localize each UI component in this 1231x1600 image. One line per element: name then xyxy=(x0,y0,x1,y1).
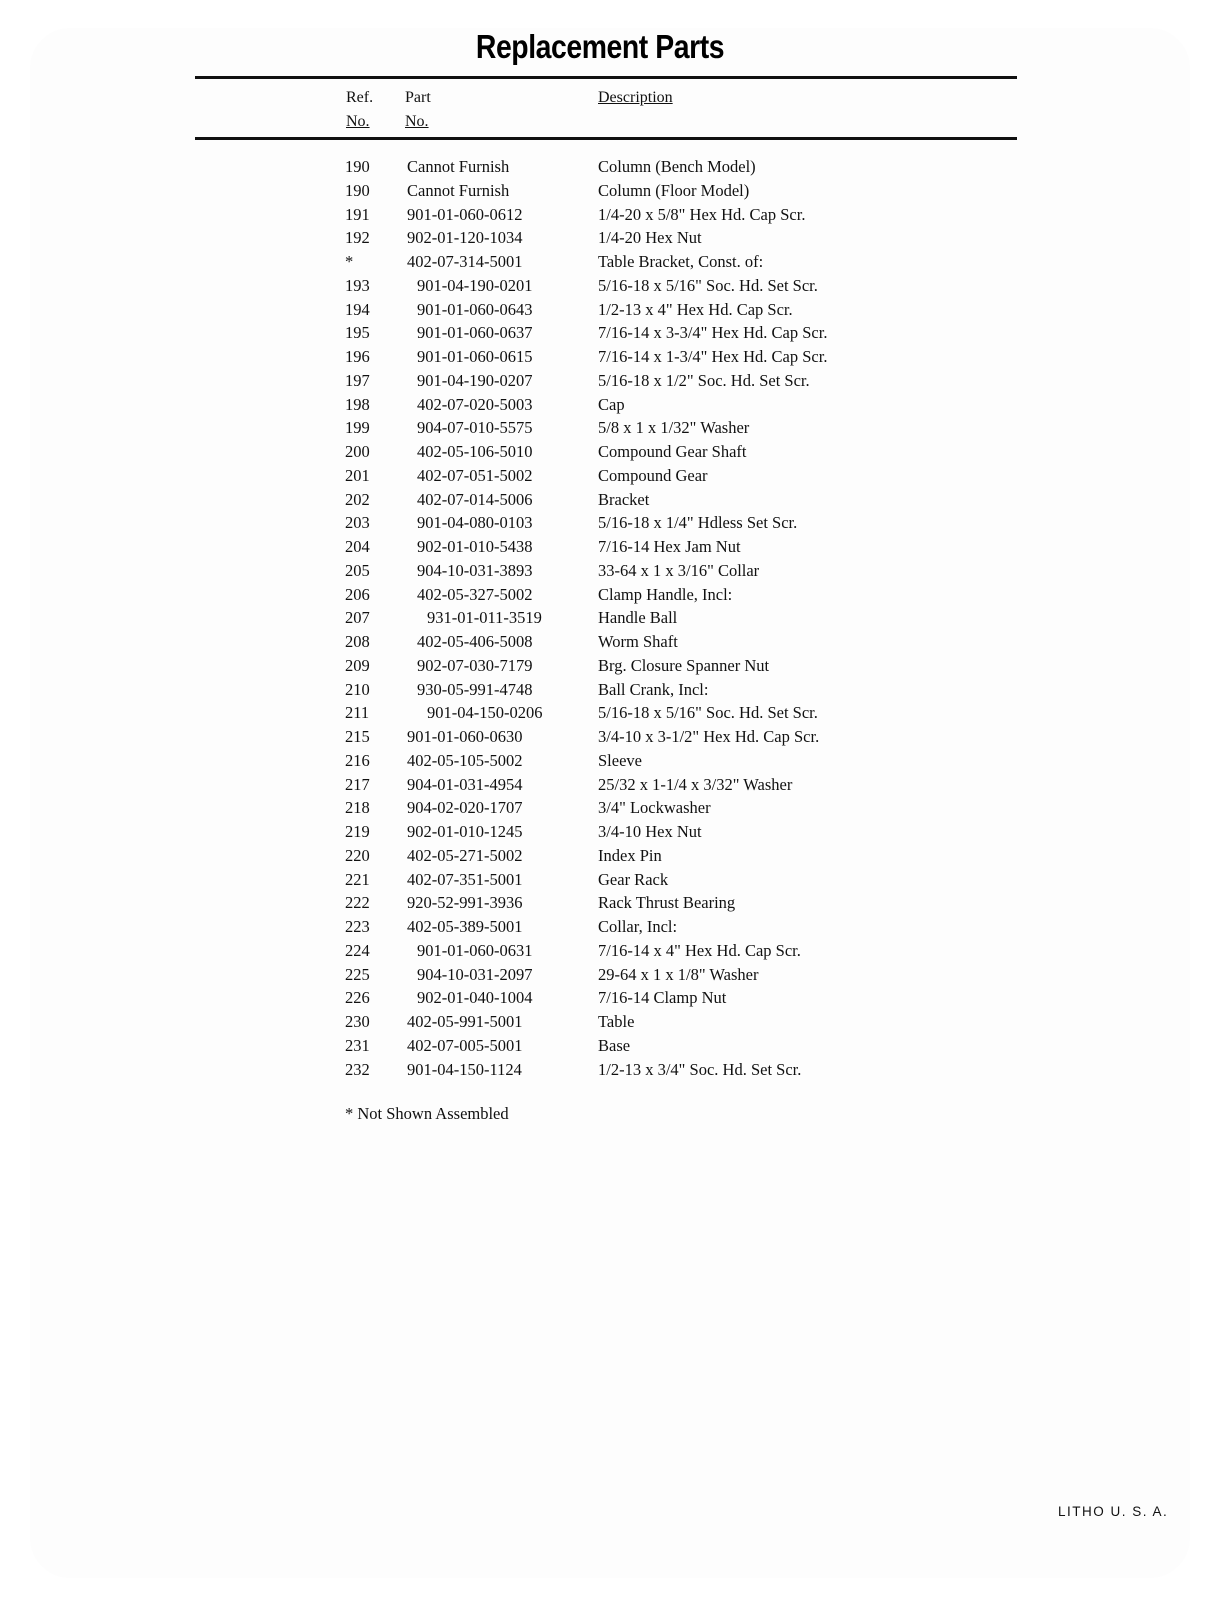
ref-no: 220 xyxy=(345,845,370,865)
ref-no: 190 xyxy=(345,180,370,200)
part-description: 7/16-14 x 3-3/4" Hex Hd. Cap Scr. xyxy=(598,323,828,343)
ref-no: 198 xyxy=(345,394,370,414)
ref-no: 201 xyxy=(345,465,370,485)
part-description: Clamp Handle, Incl: xyxy=(598,584,733,604)
ref-no: 207 xyxy=(345,608,370,628)
print-imprint: LITHO U. S. A. xyxy=(1058,1504,1169,1519)
list-item xyxy=(345,939,965,963)
page-title: Replacement Parts xyxy=(475,28,725,65)
part-description: Bracket xyxy=(598,489,650,509)
list-item xyxy=(345,511,965,535)
ref-no: 193 xyxy=(345,275,370,295)
part-no: 901-04-080-0103 xyxy=(417,513,533,533)
part-no: 904-02-020-1707 xyxy=(407,798,523,818)
list-item xyxy=(345,583,965,607)
part-description: Cap xyxy=(598,394,625,414)
list-item xyxy=(345,1010,965,1034)
part-description: Column (Bench Model) xyxy=(598,157,756,176)
part-no: 902-01-120-1034 xyxy=(407,228,523,248)
header-top-rule xyxy=(195,76,1017,79)
list-item xyxy=(345,1034,965,1058)
ref-no: 225 xyxy=(345,964,370,984)
ref-no: 204 xyxy=(345,537,370,556)
part-description: Rack Thrust Bearing xyxy=(598,893,736,913)
part-description: 3/4-10 Hex Nut xyxy=(598,822,702,841)
part-no: 402-07-020-5003 xyxy=(417,394,533,414)
part-no: 402-05-991-5001 xyxy=(407,1012,523,1031)
header-no-label: No. xyxy=(346,113,370,130)
part-no: 902-01-010-1245 xyxy=(407,822,523,841)
part-no: 901-01-060-0637 xyxy=(417,323,533,343)
part-no: 902-01-010-5438 xyxy=(417,537,533,556)
list-item xyxy=(345,393,965,417)
part-no: 901-01-060-0630 xyxy=(407,727,523,746)
ref-no: 200 xyxy=(345,442,370,461)
list-item xyxy=(345,416,965,440)
ref-no: 217 xyxy=(345,774,370,794)
list-item xyxy=(345,701,965,725)
list-item xyxy=(345,250,965,274)
part-no: Cannot Furnish xyxy=(407,157,510,176)
ref-no: 210 xyxy=(345,679,370,699)
part-no: 402-07-014-5006 xyxy=(417,489,533,509)
part-description: 7/16-14 x 4" Hex Hd. Cap Scr. xyxy=(598,940,801,960)
list-item xyxy=(345,725,965,749)
part-description: 1/2-13 x 3/4" Soc. Hd. Set Scr. xyxy=(598,1059,802,1079)
part-no: 904-10-031-3893 xyxy=(417,560,533,580)
part-description: 1/2-13 x 4" Hex Hd. Cap Scr. xyxy=(598,299,793,319)
list-item xyxy=(345,820,965,844)
part-description: Table Bracket, Const. of: xyxy=(598,252,764,271)
ref-no: 211 xyxy=(345,703,370,723)
header-part-label: Part xyxy=(405,89,431,106)
part-no: 901-04-150-0206 xyxy=(427,703,543,723)
part-description: Compound Gear Shaft xyxy=(598,442,747,461)
list-item xyxy=(345,321,965,345)
part-description: 1/4-20 Hex Nut xyxy=(598,228,702,248)
part-no: 402-07-005-5001 xyxy=(407,1035,523,1055)
ref-no: 206 xyxy=(345,584,370,604)
list-item xyxy=(345,749,965,773)
list-item xyxy=(345,179,965,203)
ref-no: 197 xyxy=(345,370,370,390)
part-description: 5/16-18 x 1/4" Hdless Set Scr. xyxy=(598,513,798,533)
part-description: Sleeve xyxy=(598,750,642,770)
part-no: 402-05-105-5002 xyxy=(407,750,523,770)
part-no: 901-01-060-0612 xyxy=(407,204,523,224)
ref-no: 231 xyxy=(345,1035,370,1055)
list-item xyxy=(345,559,965,583)
part-description: Brg. Closure Spanner Nut xyxy=(598,655,770,675)
list-item xyxy=(345,773,965,797)
part-description: 33-64 x 1 x 3/16" Collar xyxy=(598,560,760,580)
part-description: 5/16-18 x 1/2" Soc. Hd. Set Scr. xyxy=(598,370,810,390)
list-item xyxy=(345,298,965,322)
part-no: 402-07-051-5002 xyxy=(417,465,533,485)
part-description: 5/8 x 1 x 1/32" Washer xyxy=(598,418,750,438)
ref-no: 194 xyxy=(345,299,370,319)
list-item xyxy=(345,226,965,250)
part-description: 7/16-14 x 1-3/4" Hex Hd. Cap Scr. xyxy=(598,347,828,366)
list-item xyxy=(345,654,965,678)
part-no: 901-01-060-0615 xyxy=(417,347,533,366)
part-description: 1/4-20 x 5/8" Hex Hd. Cap Scr. xyxy=(598,204,806,224)
list-item xyxy=(345,844,965,868)
ref-no: 223 xyxy=(345,917,370,936)
ref-no: 195 xyxy=(345,323,370,343)
part-no: 402-07-314-5001 xyxy=(407,252,523,271)
part-description: 29-64 x 1 x 1/8" Washer xyxy=(598,964,759,984)
part-description: 7/16-14 Clamp Nut xyxy=(598,988,727,1008)
list-item xyxy=(345,203,965,227)
ref-no: 196 xyxy=(345,347,370,366)
header-description-label: Description xyxy=(598,89,673,106)
ref-no: 230 xyxy=(345,1012,370,1031)
part-description: 5/16-18 x 5/16" Soc. Hd. Set Scr. xyxy=(598,703,818,723)
part-no: 901-04-150-1124 xyxy=(407,1059,522,1079)
part-no: 904-01-031-4954 xyxy=(407,774,523,794)
ref-no: 224 xyxy=(345,940,370,960)
part-no: 902-07-030-7179 xyxy=(417,655,533,675)
list-item xyxy=(345,678,965,702)
part-no: 930-05-991-4748 xyxy=(417,679,533,699)
part-description: Base xyxy=(598,1035,631,1055)
part-no: 402-05-327-5002 xyxy=(417,584,533,604)
header-ref-label: Ref. xyxy=(346,89,374,106)
part-description: Table xyxy=(598,1012,635,1031)
part-no: 902-01-040-1004 xyxy=(417,988,533,1008)
header-part-no-label: No. xyxy=(405,113,429,130)
ref-no: 205 xyxy=(345,560,370,580)
part-description: 7/16-14 Hex Jam Nut xyxy=(598,537,741,556)
part-no: 904-10-031-2097 xyxy=(417,964,533,984)
part-description: Collar, Incl: xyxy=(598,917,678,936)
ref-no: 199 xyxy=(345,418,370,438)
part-no: 920-52-991-3936 xyxy=(407,893,523,913)
part-description: 5/16-18 x 5/16" Soc. Hd. Set Scr. xyxy=(598,275,818,295)
ref-no: 191 xyxy=(345,204,370,224)
ref-no: 203 xyxy=(345,513,370,533)
header-bottom-rule xyxy=(195,137,1017,140)
ref-no: 190 xyxy=(345,157,370,176)
part-no: 402-07-351-5001 xyxy=(407,869,523,889)
part-description: Compound Gear xyxy=(598,465,708,485)
ref-no: 219 xyxy=(345,822,370,841)
ref-no: 208 xyxy=(345,632,370,651)
footnote: * Not Shown Assembled xyxy=(345,1104,509,1123)
header-ref-no xyxy=(346,86,373,134)
part-description: Column (Floor Model) xyxy=(598,180,750,200)
list-item xyxy=(345,1058,965,1082)
part-description: Handle Ball xyxy=(598,608,678,628)
list-item xyxy=(345,868,965,892)
list-item xyxy=(345,535,965,559)
part-description: 3/4" Lockwasher xyxy=(598,798,711,818)
part-no: 402-05-271-5002 xyxy=(407,845,523,865)
part-description: Index Pin xyxy=(598,845,662,865)
ref-no: 215 xyxy=(345,727,370,746)
list-item xyxy=(345,606,965,630)
list-item xyxy=(345,369,965,393)
header-part-no xyxy=(405,86,431,134)
part-description: Worm Shaft xyxy=(598,632,678,651)
list-item xyxy=(345,796,965,820)
part-no: 402-05-406-5008 xyxy=(417,632,533,651)
part-description: Ball Crank, Incl: xyxy=(598,679,709,699)
part-description: 3/4-10 x 3-1/2" Hex Hd. Cap Scr. xyxy=(598,727,820,746)
parts-list xyxy=(345,155,965,1081)
list-item xyxy=(345,155,965,179)
ref-no: 226 xyxy=(345,988,370,1008)
ref-no: * xyxy=(345,252,354,271)
ref-no: 222 xyxy=(345,893,370,913)
list-item xyxy=(345,891,965,915)
list-item xyxy=(345,440,965,464)
ref-no: 202 xyxy=(345,489,370,509)
list-item xyxy=(345,915,965,939)
header-description xyxy=(598,86,673,110)
part-no: Cannot Furnish xyxy=(407,180,510,200)
ref-no: 192 xyxy=(345,228,370,248)
list-item xyxy=(345,488,965,512)
list-item xyxy=(345,630,965,654)
part-no: 402-05-389-5001 xyxy=(407,917,523,936)
part-no: 904-07-010-5575 xyxy=(417,418,533,438)
part-no: 901-04-190-0207 xyxy=(417,370,533,390)
list-item xyxy=(345,963,965,987)
part-no: 901-04-190-0201 xyxy=(417,275,533,295)
ref-no: 209 xyxy=(345,655,370,675)
part-no: 402-05-106-5010 xyxy=(417,442,533,461)
list-item xyxy=(345,345,965,369)
part-description: Gear Rack xyxy=(598,869,669,889)
ref-no: 218 xyxy=(345,798,370,818)
list-item xyxy=(345,464,965,488)
part-description: 25/32 x 1-1/4 x 3/32" Washer xyxy=(598,774,793,794)
part-no: 931-01-011-3519 xyxy=(427,608,542,628)
ref-no: 221 xyxy=(345,869,370,889)
ref-no: 216 xyxy=(345,750,370,770)
part-no: 901-01-060-0631 xyxy=(417,940,533,960)
list-item xyxy=(345,986,965,1010)
ref-no: 232 xyxy=(345,1059,370,1079)
list-item xyxy=(345,274,965,298)
part-no: 901-01-060-0643 xyxy=(417,299,533,319)
